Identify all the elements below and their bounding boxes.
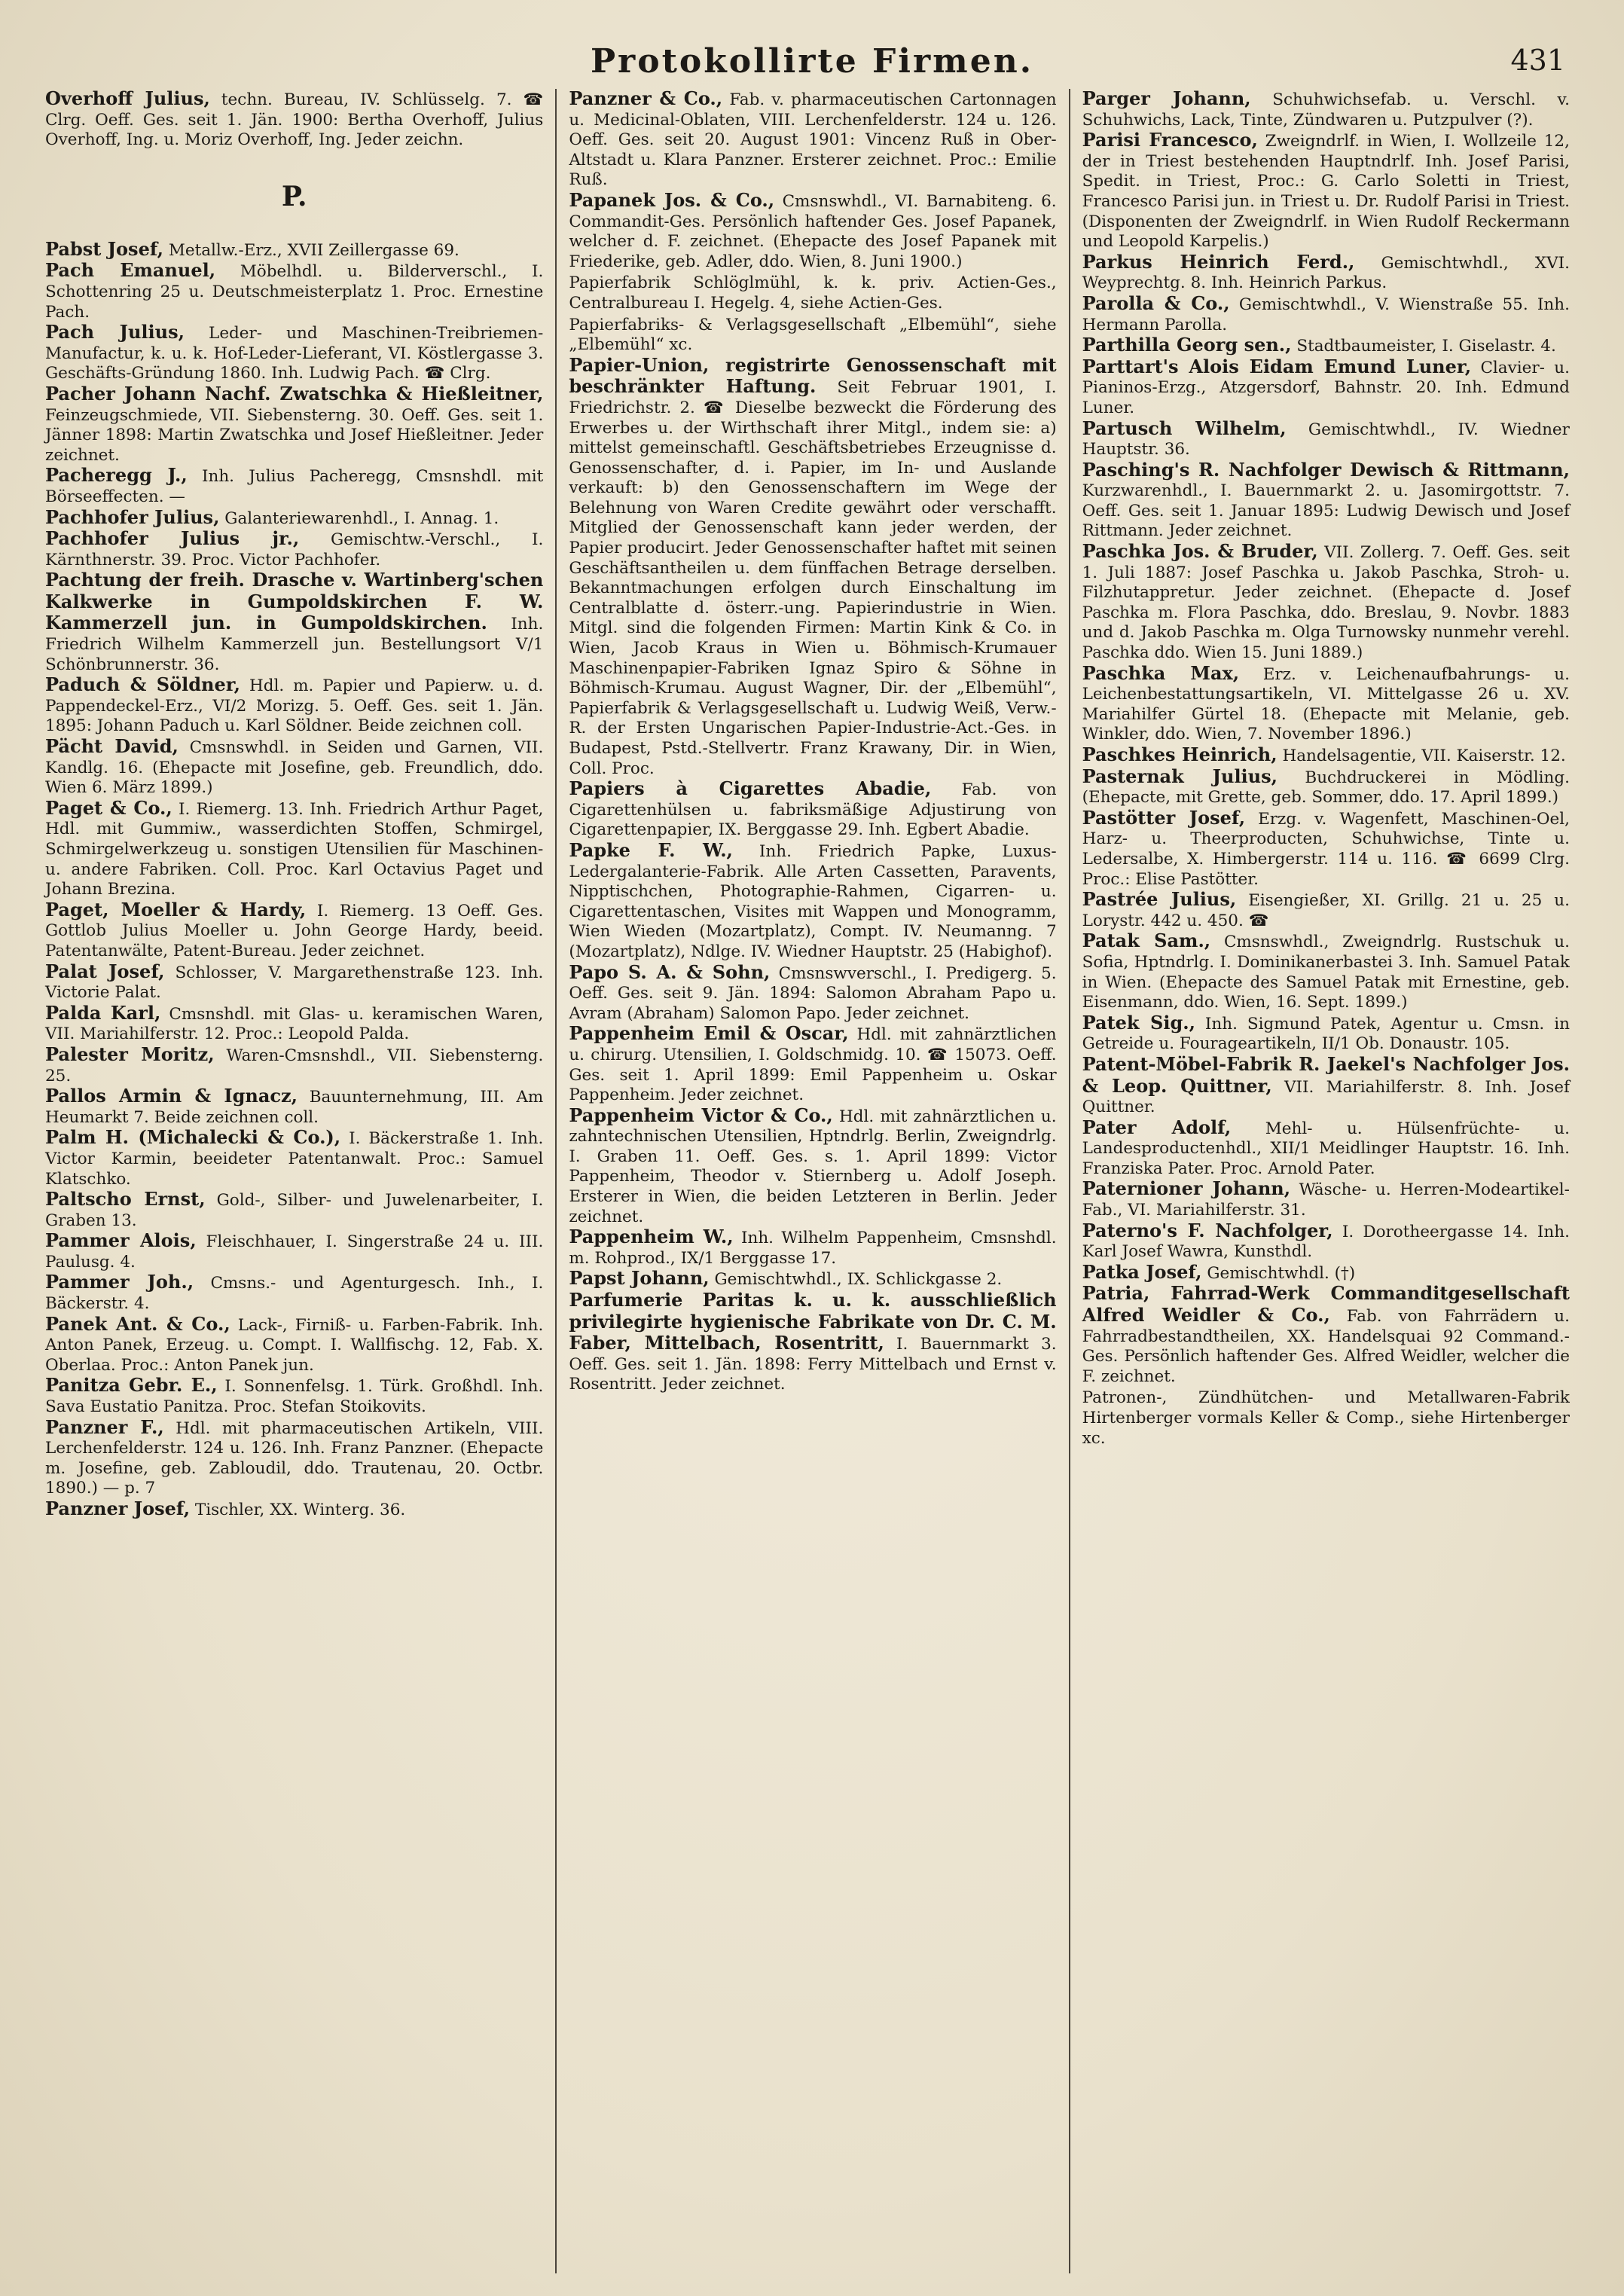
directory-entry bbox=[1082, 808, 1570, 890]
firm-details: Metallw.-Erz., XVII Zeillergasse 69. bbox=[168, 240, 459, 260]
firm-name: Pachhofer Julius jr., bbox=[45, 527, 300, 550]
firm-name: Pater Adolf, bbox=[1082, 1116, 1232, 1138]
directory-entry bbox=[45, 237, 543, 261]
firm-name: Panzner & Co., bbox=[569, 87, 723, 109]
firm-name: Pachtung der freih. Drasche v. Wartinberg'schen Kalkwerke in Gumpoldskirchen F. W. Kammerzell jun. in Gumpoldskirchen. bbox=[45, 569, 544, 634]
directory-entry bbox=[1082, 1013, 1570, 1055]
directory-entry bbox=[1082, 130, 1570, 252]
firm-name: Parfumerie Paritas k. u. k. ausschließlich privilegirte hygienische Fabrikate von Dr. C. M. Faber, Mittelbach, Rosentritt, bbox=[569, 1289, 1057, 1354]
firm-name: Panzner F., bbox=[45, 1415, 164, 1438]
directory-entry bbox=[569, 188, 1057, 272]
firm-details: I. Riemerg. 13. Inh. Friedrich Arthur Paget, Hdl. mit Gummiw., wasserdichten Stoffen, Schmirgel, Schmirgelwerkzeug u. sonstigen Utensilien für Maschinen- u. andere Fabriken. Coll. Proc. Karl Octavius Paget und Johann Brezina. bbox=[45, 799, 544, 899]
firm-name: Paschka Max, bbox=[1082, 661, 1240, 684]
firm-name: Patak Sam., bbox=[1082, 930, 1211, 952]
firm-details: Waren-Cmsnshdl., VII. Siebensterng. 25. bbox=[45, 1046, 544, 1085]
directory-entry bbox=[1082, 335, 1570, 357]
firm-name: Papiers à Cigarettes Abadie, bbox=[569, 777, 932, 800]
firm-details: Wäsche- u. Herren-Modeartikel-Fab., VI. Mariahilferstr. 31. bbox=[1082, 1180, 1570, 1220]
firm-name: Palm H. (Michalecki & Co.), bbox=[45, 1126, 341, 1149]
firm-details: Fab. v. pharmaceutischen Cartonnagen u. Medicinal-Oblaten, VIII. Lerchenfelderstr. 124 u. 126. Oeff. Ges. seit 20. August 1901: Vincenz Ruß in Ober-Altstadt u. Klara Panzner. Ersterer zeichnet. Proc.: Emilie Ruß. bbox=[569, 90, 1057, 190]
section-letter: P. bbox=[281, 180, 307, 212]
firm-name: Paterno's F. Nachfolger, bbox=[1082, 1219, 1333, 1241]
firm-name: Pappenheim Emil & Oscar, bbox=[569, 1022, 849, 1045]
firm-details: Eisengießer, XI. Grillg. 21 u. 25 u. Lorystr. 442 u. 450. ☎ bbox=[1082, 891, 1570, 930]
page-title: Protokollirte Firmen. bbox=[590, 42, 1034, 81]
firm-name: Paternioner Johann, bbox=[1082, 1177, 1291, 1200]
firm-name: Paschka Jos. & Bruder, bbox=[1082, 540, 1318, 563]
firm-name: Palat Josef, bbox=[45, 960, 165, 982]
page-header bbox=[42, 42, 1582, 89]
firm-details: Inh. Wilhelm Pappenheim, Cmsnshdl. m. Rohprod., IX/1 Berggasse 17. bbox=[569, 1229, 1057, 1268]
directory-entry bbox=[45, 737, 543, 798]
directory-entry bbox=[569, 779, 1056, 841]
directory-entry bbox=[569, 89, 1056, 191]
firm-details: Möbelhdl. u. Bilderverschl., I. Schottenring 25 u. Deutschmeisterplatz 1. Proc. Ernestine Pach. bbox=[45, 262, 544, 322]
firm-name: Paltscho Ernst, bbox=[45, 1188, 206, 1211]
firm-name: Pabst Josef, bbox=[45, 237, 163, 260]
directory-entry bbox=[569, 1227, 1056, 1269]
directory-entry bbox=[1082, 1052, 1570, 1118]
firm-name: Pastötter Josef, bbox=[1082, 806, 1246, 829]
firm-details: VII. Zollerg. 7. Oeff. Ges. seit 1. Juli 1887: Josef Paschka u. Jakob Paschka, Stroh- u. Filzhutappretur. Jeder zeichnet. (Ehepacte d. Josef Paschka m. Flora Paschka, ddo. Breslau, 9. Novbr. 1883 und d. Jakob Paschka m. Olga Turnowsky nunmehr verehl. Paschka ddo. Wien 15. Juni 1889.) bbox=[1082, 543, 1570, 663]
firm-name: Pächt David, bbox=[45, 735, 179, 758]
firm-details: techn. Bureau, IV. Schlüsselg. 7. ☎ Clrg. Oeff. Ges. seit 1. Jän. 1900: Bertha Overhoff, Julius Overhoff, Ing. u. Moriz Overhoff, Ing. Jeder zeichn. bbox=[45, 90, 544, 150]
firm-details: Erzg. v. Wagenfett, Maschinen-Oel, Harz- u. Theerproducten, Schuhwichse, Tinte u. Ledersalbe, X. Himbergerstr. 114 u. 116. ☎ 6699 Clrg. Proc.: Elise Pastötter. bbox=[1082, 809, 1570, 889]
firm-name: Paduch & Söldner, bbox=[45, 673, 241, 696]
firm-details: Gold-, Silber- und Juwelenarbeiter, I. Graben 13. bbox=[45, 1191, 544, 1230]
directory-entry bbox=[45, 466, 543, 507]
directory-entry bbox=[569, 838, 1057, 963]
firm-name: Pastrée Julius, bbox=[1082, 888, 1237, 911]
firm-details: Gemischtw.-Verschl., I. Kärnthnerstr. 39. Proc. Victor Pachhofer. bbox=[45, 530, 544, 569]
directory-entry bbox=[45, 1272, 543, 1314]
firm-name: Parolla & Co., bbox=[1082, 292, 1230, 314]
firm-name: Palda Karl, bbox=[45, 1001, 161, 1024]
firm-details: Inh. Julius Pacheregg, Cmsnshdl. mit Börseeffecten. — bbox=[45, 467, 544, 506]
firm-details: Feinzeugschmiede, VII. Siebensterng. 30. Oeff. Ges. seit 1. Jänner 1898: Martin Zwatschka und Josef Hießleitner. Jeder zeichnet. bbox=[45, 405, 544, 465]
directory-entry bbox=[569, 1106, 1056, 1228]
firm-name: Pach Emanuel, bbox=[45, 259, 216, 282]
firm-name: Parkus Heinrich Ferd., bbox=[1082, 250, 1355, 273]
firm-details: Inh. Friedrich Papke, Luxus-Ledergalanterie-Fabrik. Alle Arten Cassetten, Paravents, Nipptischchen, Photographie-Rahmen, Cigarren- u. Cigarettentaschen, Visites mit Wappen und Monogramm, Wien Wieden (Mozartplatz), Compt. IV. Neumanng. 7 (Mozartplatz), Ndlge. IV. Wiedner Hauptstr. 25 (Habighof). bbox=[569, 841, 1057, 961]
firm-name: Patek Sig., bbox=[1082, 1011, 1195, 1034]
directory-entry bbox=[1082, 252, 1570, 294]
firm-details: Cmsnswhdl., VI. Barnabiteng. 6. Commandit-Ges. Persönlich haftender Ges. Josef Papanek, welcher d. F. zeichnet. (Ehepacte des Josef Papanek mit Friederike, geb. Adler, ddo. Wien, 8. Juni 1900.) bbox=[569, 191, 1057, 271]
directory-entry bbox=[1082, 931, 1570, 1012]
firm-details: Kurzwarenhdl., I. Bauernmarkt 2. u. Jasomirgottstr. 7. Oeff. Ges. seit 1. Januar 1895: Ludwig Dewisch und Josef Rittmann. Jeder zeichnet. bbox=[1082, 481, 1570, 541]
firm-details: Clavier- u. Pianinos-Erzg., Atzgersdorf, Bahnstr. 20. Inh. Edmund Luner. bbox=[1082, 358, 1570, 417]
firm-name: Papier-Union, registrirte Genossenschaft mit beschränkter Haftung. bbox=[569, 353, 1057, 398]
firm-name: Parttart's Alois Eidam Emund Luner, bbox=[1082, 355, 1472, 377]
firm-name: Panzner Josef, bbox=[45, 1498, 191, 1519]
firm-details: VII. Mariahilferstr. 8. Inh. Josef Quittner. bbox=[1082, 1077, 1570, 1117]
firm-details: Schlosser, V. Margarethenstraße 123. Inh. Victorie Palat. bbox=[45, 963, 544, 1003]
firm-details: Stadtbaumeister, I. Giselastr. 4. bbox=[1296, 337, 1556, 356]
firm-details: Leder- und Maschinen-Treibriemen-Manufactur, k. u. k. Hof-Leder-Lieferant, VI. Köstlergasse 3. Geschäfts-Gründung 1860. Inh. Ludwig Pach. ☎ Clrg. bbox=[45, 324, 544, 383]
directory-entry bbox=[1082, 767, 1570, 808]
firm-details: Inh. Sigmund Patek, Agentur u. Cmsn. in Getreide u. Fourageartikeln, II/1 Ob. Donaustr. 105. bbox=[1082, 1014, 1570, 1054]
firm-details: Papierfabriks- & Verlagsgesellschaft „Elbemühl“, siehe „Elbemühl“ xc. bbox=[569, 315, 1057, 355]
firm-name: Pacheregg J., bbox=[45, 464, 188, 487]
directory-entry bbox=[569, 353, 1057, 779]
directory-entry bbox=[45, 505, 543, 530]
directory-entry bbox=[45, 1128, 543, 1189]
firm-details: Gemischtwhdl. (†) bbox=[1207, 1263, 1356, 1283]
directory-entry bbox=[1082, 294, 1570, 335]
firm-details: Cmsnswverschl., I. Predigerg. 5. Oeff. Ges. seit 9. Jän. 1894: Salomon Abraham Papo u. Avram (Abraham) Salomon Papo. Jeder zeichnet. bbox=[569, 963, 1057, 1023]
directory-entry bbox=[45, 1415, 544, 1499]
firm-details: Fleischhauer, I. Singerstraße 24 u. III. Paulusg. 4. bbox=[45, 1232, 544, 1272]
firm-name: Papst Johann, bbox=[569, 1267, 710, 1290]
firm-name: Papanek Jos. & Co., bbox=[569, 188, 775, 211]
firm-name: Papke F. W., bbox=[569, 838, 733, 861]
firm-details: Hdl. mit zahnärztlichen u. zahntechnischen Utensilien, Hptndrlg. Berlin, Zweigndrlg. I. Graben 11. Oeff. Ges. s. 1. April 1899: Victor Pappenheim, Theodor v. Stiernberg u. Adolf Joseph. Ersterer in Wien, die beiden Letzteren in Berlin. Jeder zeichnet. bbox=[569, 1107, 1057, 1226]
directory-entry bbox=[1082, 419, 1570, 460]
directory-entry bbox=[45, 1231, 543, 1272]
directory-entry bbox=[45, 570, 543, 675]
firm-details: Inh. Friedrich Wilhelm Kammerzell jun. Bestellungsort V/1 Schönbrunnerstr. 36. bbox=[45, 615, 544, 674]
firm-details: I. Riemerg. 13 Oeff. Ges. Gottlob Julius Moeller u. John George Hardy, beeid. Patentanwälte, Patent-Bureau. Jeder zeichnet. bbox=[45, 901, 544, 960]
directory-entry bbox=[45, 1375, 543, 1417]
firm-details: Cmsns.- und Agenturgesch. Inh., I. Bäckerstr. 4. bbox=[45, 1274, 544, 1314]
directory-entry bbox=[1082, 1118, 1570, 1180]
firm-name: Paget & Co., bbox=[45, 796, 172, 819]
firm-name: Paget, Moeller & Hardy, bbox=[45, 898, 307, 921]
firm-details: Cmsnshdl. mit Glas- u. keramischen Waren, VII. Mariahilferstr. 12. Proc.: Leopold Palda. bbox=[45, 1004, 544, 1044]
firm-name: Overhoff Julius, bbox=[45, 87, 210, 109]
firm-details: Zweigndrlf. in Wien, I. Wollzeile 12, der in Triest bestehenden Hauptndrlf. Inh. Josef Parisi, Spedit. in Triest, Proc.: G. Carlo Soletti in Triest, Francesco Parisi jun. in Triest u. Dr. Rudolf Parisi in Triest. (Disponenten der Zweigndrlf. in Wien Rudolf Reckermann und Leopold Karpelis.) bbox=[1082, 132, 1570, 252]
firm-details: Tischler, XX. Winterg. 36. bbox=[194, 1501, 406, 1519]
directory-entry bbox=[45, 89, 543, 151]
directory-entry bbox=[45, 900, 543, 962]
directory-entry bbox=[45, 962, 543, 1003]
directory-entry bbox=[45, 1314, 543, 1376]
firm-name: Paschkes Heinrich, bbox=[1082, 743, 1278, 765]
directory-entry bbox=[1082, 890, 1570, 931]
directory-entry bbox=[45, 1499, 543, 1521]
firm-details: Patronen-, Zündhütchen- und Metallwaren-Fabrik Hirtenberger vormals Keller & Comp., siehe Hirtenberger xc. bbox=[1082, 1388, 1570, 1448]
directory-entry bbox=[569, 1269, 1056, 1290]
directory-entry bbox=[45, 384, 543, 466]
firm-name: Pacher Johann Nachf. Zwatschka & Hießleitner, bbox=[45, 382, 544, 405]
firm-details: Gemischtwhdl., IV. Wiedner Hauptstr. 36. bbox=[1082, 420, 1570, 460]
firm-name: Patent-Möbel-Fabrik R. Jaekel's Nachfolger Jos. & Leop. Quittner, bbox=[1082, 1052, 1570, 1097]
firm-name: Pachhofer Julius, bbox=[45, 505, 220, 528]
directory-entry bbox=[1082, 357, 1570, 419]
firm-details: Mehl- u. Hülsenfrüchte- u. Landesproductenhdl., XII/1 Meidlinger Hauptstr. 16. Inh. Franziska Pater. Proc. Arnold Pater. bbox=[1082, 1119, 1570, 1178]
firm-details: I. Dorotheergasse 14. Inh. Karl Josef Wawra, Kunsthdl. bbox=[1082, 1222, 1570, 1262]
firm-details: Gemischtwhdl., V. Wienstraße 55. Inh. Hermann Parolla. bbox=[1082, 295, 1570, 334]
directory-entry bbox=[569, 1024, 1056, 1105]
firm-name: Pappenheim Victor & Co., bbox=[569, 1104, 833, 1126]
directory-entry bbox=[45, 261, 543, 322]
column-right bbox=[1069, 89, 1582, 2273]
firm-name: Parger Johann, bbox=[1082, 87, 1251, 109]
firm-details: Cmsnswhdl. in Seiden und Garnen, VII. Kandlg. 16. (Ehepacte mit Josefine, geb. Freundlich, ddo. Wien 6. März 1899.) bbox=[45, 738, 544, 798]
firm-name: Pammer Alois, bbox=[45, 1229, 197, 1252]
directory-entry bbox=[569, 272, 1056, 313]
firm-name: Patria, Fahrrad-Werk Commanditgesellschaft Alfred Weidler & Co., bbox=[1082, 1282, 1570, 1327]
directory-entry bbox=[45, 529, 543, 570]
firm-name: Pammer Joh., bbox=[45, 1271, 194, 1293]
firm-details: I. Bäckerstraße 1. Inh. Victor Karmin, beeideter Patentanwalt. Proc.: Samuel Klatschko. bbox=[45, 1129, 544, 1189]
firm-name: Pach Julius, bbox=[45, 321, 185, 343]
column-left bbox=[42, 89, 555, 2273]
directory-entry bbox=[569, 1290, 1056, 1395]
directory-entry bbox=[45, 1045, 543, 1086]
directory-entry bbox=[1082, 460, 1570, 542]
firm-details: Bauunternehmung, III. Am Heumarkt 7. Beide zeichnen coll. bbox=[45, 1088, 544, 1127]
firm-name: Pallos Armin & Ignacz, bbox=[45, 1085, 298, 1107]
columns bbox=[42, 89, 1582, 2273]
firm-details: Gemischtwhdl., XVI. Weyprechtg. 8. Inh. Heinrich Parkus. bbox=[1082, 253, 1570, 293]
directory-entry bbox=[1082, 1284, 1570, 1387]
firm-name: Pappenheim W., bbox=[569, 1226, 734, 1248]
firm-name: Panek Ant. & Co., bbox=[45, 1312, 230, 1335]
directory-entry bbox=[1082, 1221, 1570, 1262]
column-middle bbox=[555, 89, 1068, 2273]
firm-details: I. Sonnenfelsg. 1. Türk. Großhdl. Inh. Sava Eustatio Panitza. Proc. Stefan Stoikovits. bbox=[45, 1377, 544, 1417]
firm-details: Schuhwichsefab. u. Verschl. v. Schuhwichs, Lack, Tinte, Zündwaren u. Putzpulver (?). bbox=[1082, 90, 1570, 130]
directory-entry bbox=[45, 1086, 543, 1128]
directory-entry bbox=[45, 1003, 543, 1045]
directory-entry bbox=[45, 1189, 543, 1231]
firm-details: Fab. von Fahrrädern u. Fahrradbestandtheilen, XX. Handelsquai 92 Command.-Ges. Persönlich haftender Ges. Alfred Weidler, welcher die F. zeichnet. bbox=[1082, 1307, 1570, 1386]
firm-details: Hdl. mit zahnärztlichen u. chirurg. Utensilien, I. Goldschmidg. 10. ☎ 15073. Oeff. Ges. seit 1. April 1899: Emil Pappenheim u. Oskar Pappenheim. Jeder zeichnet. bbox=[569, 1025, 1057, 1105]
page-number: 431 bbox=[1510, 44, 1565, 77]
firm-details: Papierfabrik Schlöglmühl, k. k. priv. Actien-Ges., Centralbureau I. Hegelg. 4, siehe Actien-Ges. bbox=[569, 273, 1057, 313]
firm-details: Handelsagentie, VII. Kaiserstr. 12. bbox=[1282, 747, 1566, 765]
directory-entry bbox=[569, 960, 1057, 1024]
firm-name: Pasternak Julius, bbox=[1082, 765, 1278, 787]
directory-entry bbox=[45, 322, 543, 384]
firm-details: I. Bauernmarkt 3. Oeff. Ges. seit 1. Jän. 1898: Ferry Mittelbach und Ernst v. Rosentritt. Jeder zeichnet. bbox=[569, 1335, 1057, 1394]
firm-name: Papo S. A. & Sohn, bbox=[569, 960, 771, 983]
directory-entry bbox=[1082, 542, 1570, 664]
firm-name: Partusch Wilhelm, bbox=[1082, 417, 1287, 439]
directory-entry bbox=[1082, 1262, 1570, 1284]
firm-details: Gemischtwhdl., IX. Schlickgasse 2. bbox=[714, 1270, 1003, 1290]
firm-details: Hdl. mit pharmaceutischen Artikeln, VIII. Lerchenfelderstr. 124 u. 126. Inh. Franz Panzner. (Ehepacte m. Josefine, geb. Zabloudil, ddo. Trautenau, 20. Octbr. 1890.) — p. 7 bbox=[45, 1418, 544, 1498]
firm-details: Lack-, Firniß- u. Farben-Fabrik. Inh. Anton Panek, Erzeug. u. Compt. I. Wallfischg. 12, Fab. X. Oberlaa. Proc.: Anton Panek jun. bbox=[45, 1315, 544, 1375]
directory-entry bbox=[45, 675, 543, 737]
firm-details: Galanteriewarenhdl., I. Annag. 1. bbox=[224, 508, 499, 528]
directory-entry bbox=[1082, 1387, 1570, 1449]
directory-entry bbox=[1082, 89, 1570, 130]
directory-entry bbox=[1082, 745, 1570, 767]
firm-name: Panitza Gebr. E., bbox=[45, 1374, 218, 1397]
firm-details: Buchdruckerei in Mödling. (Ehepacte, mit Grette, geb. Sommer, ddo. 17. April 1899.) bbox=[1082, 768, 1570, 808]
firm-details: Cmsnswhdl., Zweigndrlg. Rustschuk u. Sofia, Hptndrlg. I. Dominikanerbastei 3. Inh. Samuel Patak in Wien. (Ehepacte des Samuel Patak mit Ernestine, geb. Eisenmann, ddo. Wien, 16. Sept. 1899.) bbox=[1082, 933, 1570, 1012]
firm-name: Parthilla Georg sen., bbox=[1082, 334, 1292, 356]
firm-details: Erz. v. Leichenaufbahrungs- u. Leichenbestattungsartikeln, VI. Mittelgasse 26 u. XV. Mariahilfer Gürtel 18. (Ehepacte mit Melanie, geb. Winkler, ddo. Wien, 7. November 1896.) bbox=[1082, 664, 1570, 744]
firm-details: Seit Februar 1901, I. Friedrichstr. 2. ☎ Dieselbe bezweckt die Förderung des Erwerbes u. der Wirthschaft ihrer Mitgl., indem sie: a) mittelst gemeinschaftl. Geschäftsbetriebes Erzeugnisse d. Genossenschafter, d. i. Papier, im In- und Auslande verkauft: b) den Genossenschaftern im Wege der Belehnung von Waren Credite gewährt oder verschafft. Mitglied der Genossenschaft kann jeder werden, der Papier producirt. Jeder Genossenschafter haftet mit seinen Geschäftsantheilen u. dem fünffachen Betrage derselben. Bekanntmachungen erfolgen durch Einschaltung im Centralblatte d. österr.-ung. Papierindustrie in Wien. Mitgl. sind die folgenden Firmen: Martin Kink & Co. in Wien, Jacob Kraus in Wien u. Böhmisch-Krumauer Maschinenpapier-Fabriken Ignaz Spiro & Söhne in Böhmisch-Krumau. August Wagner, Dir. der „Elbemühl“, Papierfabrik & Verlagsgesellschaft u. Ludwig Weiß, Verw.-R. der Ersten Ungarischen Papier-Industrie-Act.-Ges. in Budapest, Pstd.-Stellvertr. Franz Krawany, Dir. in Wien, Coll. Proc. bbox=[569, 378, 1057, 778]
directory-entry bbox=[569, 314, 1056, 356]
firm-name: Patka Josef, bbox=[1082, 1260, 1202, 1283]
firm-details: Fab. von Cigarettenhülsen u. fabriksmäßige Adjustirung von Cigarettenpapier, IX. Berggasse 29. Inh. Egbert Abadie. bbox=[569, 780, 1057, 840]
directory-entry bbox=[1082, 1179, 1570, 1220]
firm-name: Palester Moritz, bbox=[45, 1043, 215, 1065]
directory-entry bbox=[1082, 661, 1570, 745]
directory-entry bbox=[45, 798, 543, 900]
firm-details: Hdl. m. Papier und Papierw. u. d. Pappendeckel-Erz., VI/2 Morizg. 5. Oeff. Ges. seit 1. Jän. 1895: Johann Paduch u. Karl Söldner. Beide zeichnen coll. bbox=[45, 676, 544, 736]
firm-name: Pasching's R. Nachfolger Dewisch & Rittmann, bbox=[1082, 458, 1570, 481]
firm-name: Parisi Francesco, bbox=[1082, 129, 1258, 151]
